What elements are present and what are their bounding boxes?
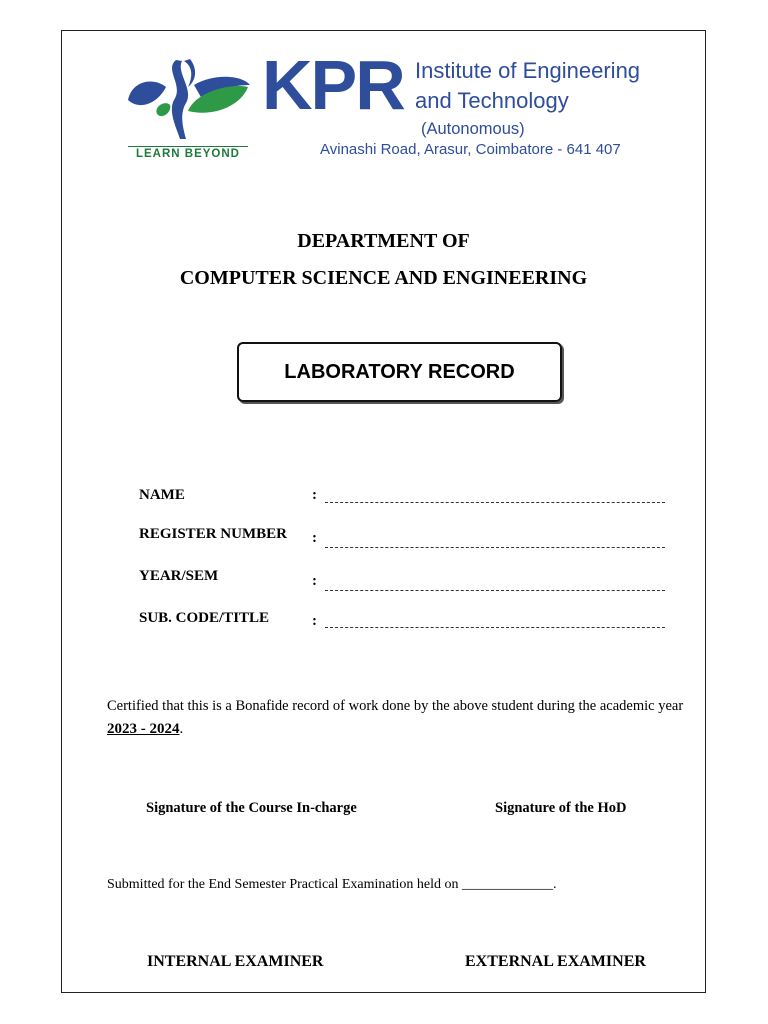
record-title-box [237,342,562,402]
institute-name-line1: Institute of Engineering [415,58,641,83]
academic-year: 2023 - 2024 [107,721,180,737]
field-line-name[interactable] [325,502,665,503]
certificate-text: Certified that this is a Bonafide record of work done by the above student during the academic year [107,698,684,714]
tagline: LEARN BEYOND [128,146,248,161]
department-name: COMPUTER SCIENCE AND ENGINEERING [179,267,588,289]
field-line-year-sem[interactable] [325,590,665,591]
field-colon: : [312,530,317,546]
academic-year-period: . [179,721,184,737]
institute-name-line2: and Technology [415,88,569,113]
field-line-sub-code-title[interactable] [325,627,665,628]
field-colon: : [312,613,317,629]
field-label-register-number: REGISTER NUMBER [139,526,287,542]
field-label-year-sem: YEAR/SEM [139,568,219,584]
kpr-logo-text: KPR [262,46,404,124]
institute-address: Avinashi Road, Arasur, Coimbatore - 641 407 [320,141,621,158]
page-border [61,30,706,993]
signature-hod: Signature of the HoD [495,800,627,816]
external-examiner: EXTERNAL EXAMINER [465,953,646,970]
field-colon: : [312,573,317,589]
internal-examiner: INTERNAL EXAMINER [147,953,324,970]
institute-logo-icon [124,55,254,145]
field-colon: : [312,487,317,503]
submission-text: Submitted for the End Semester Practical Examination held on _____________. [107,877,557,892]
field-line-register-number[interactable] [325,547,665,548]
field-label-sub-code-title: SUB. CODE/TITLE [139,610,270,626]
department-heading: DEPARTMENT OF [297,230,470,252]
record-title: LABORATORY RECORD [284,360,515,383]
signature-course-incharge: Signature of the Course In-charge [146,800,357,816]
academic-year-line [107,722,183,737]
field-label-name: NAME [139,487,185,503]
autonomous-label: (Autonomous) [421,120,525,138]
